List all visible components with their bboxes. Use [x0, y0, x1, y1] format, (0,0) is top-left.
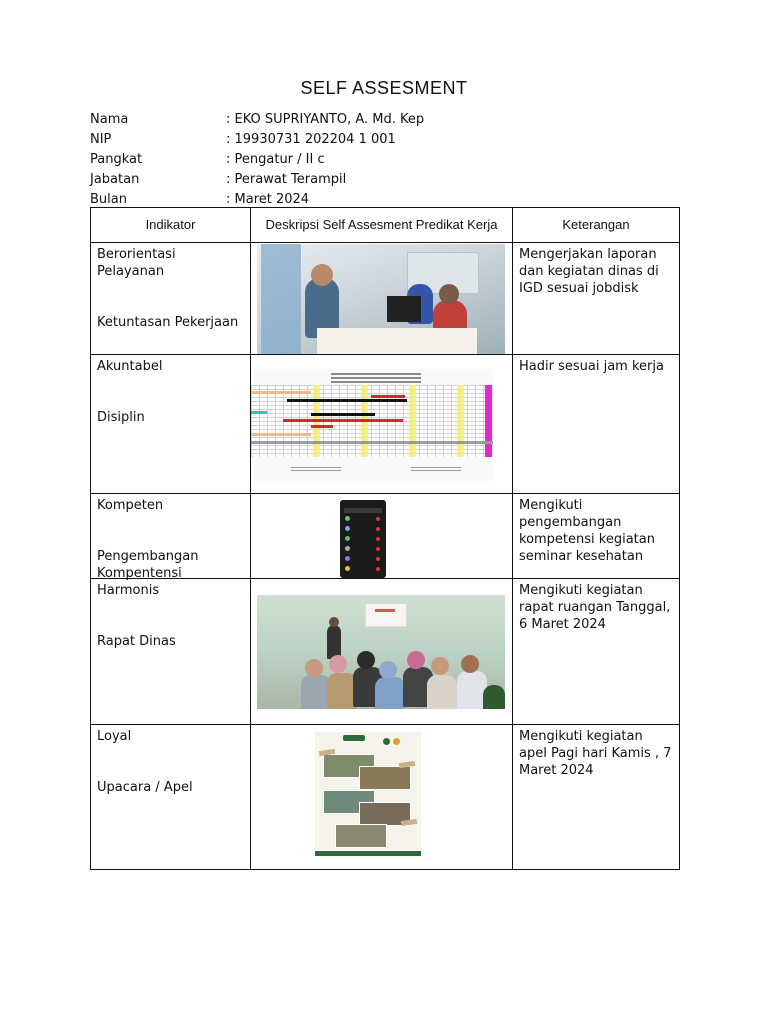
pangkat-value: : Pengatur / II c — [226, 151, 325, 167]
indikator-cell — [91, 243, 251, 355]
indikator-cell — [91, 725, 251, 870]
keterangan-cell: Mengerjakan laporan dan kegiatan dinas di IGD sesuai jobdisk — [513, 243, 680, 355]
nip-value: : 19930731 202204 1 001 — [226, 132, 396, 148]
table-row — [91, 494, 680, 579]
page-title: SELF ASSESMENT — [300, 78, 468, 98]
meeting-room-photo — [257, 595, 505, 709]
info-row-jabatan — [90, 169, 424, 189]
indikator-label: Berorientasi Pelayanan — [97, 247, 176, 279]
nip-label: NIP — [90, 132, 112, 148]
apel-pagi-poster — [315, 732, 421, 856]
jabatan-label: Jabatan — [90, 171, 140, 187]
sub-indikator-label: Upacara / Apel — [97, 780, 193, 795]
sub-indikator-label: Pengembangan Kompentensi — [97, 549, 199, 581]
keterangan-cell: Hadir sesuai jam kerja — [513, 355, 680, 494]
info-row-nip — [90, 130, 424, 150]
table-row — [91, 355, 680, 494]
indikator-label: Akuntabel — [97, 359, 163, 374]
table-row — [91, 725, 680, 870]
jabatan-value: : Perawat Terampil — [226, 171, 347, 187]
table-row — [91, 243, 680, 355]
info-row-bulan — [90, 189, 424, 209]
sub-indikator-label: Ketuntasan Pekerjaan — [97, 315, 239, 330]
info-row-pangkat — [90, 150, 424, 170]
seminar-phone-screenshot — [340, 500, 386, 578]
evidence-cell — [251, 494, 513, 579]
indikator-label: Kompeten — [97, 498, 164, 513]
keterangan-cell: Mengikuti kegiatan rapat ruangan Tanggal, 6 Maret 2024 — [513, 579, 680, 725]
info-row-nama — [90, 110, 424, 130]
header-deskripsi: Deskripsi Self Assesment Predikat Kerja — [251, 208, 513, 243]
table-header-row — [91, 208, 680, 243]
indikator-cell — [91, 579, 251, 725]
header-keterangan: Keterangan — [513, 208, 680, 243]
evidence-cell — [251, 579, 513, 725]
pangkat-label: Pangkat — [90, 151, 143, 167]
evidence-cell — [251, 355, 513, 494]
attendance-schedule-image — [251, 369, 493, 481]
sub-indikator-label: Rapat Dinas — [97, 634, 176, 649]
employee-info — [90, 110, 424, 209]
indikator-cell — [91, 355, 251, 494]
nama-label: Nama — [90, 112, 129, 128]
indikator-label: Harmonis — [97, 583, 160, 598]
table-row — [91, 579, 680, 725]
indikator-label: Loyal — [97, 729, 132, 744]
nama-value: : EKO SUPRIYANTO, A. Md. Kep — [226, 112, 425, 128]
header-indikator: Indikator — [91, 208, 251, 243]
keterangan-cell: Mengikuti kegiatan apel Pagi hari Kamis , 7 Maret 2024 — [513, 725, 680, 870]
indikator-cell — [91, 494, 251, 579]
evidence-cell — [251, 243, 513, 355]
bulan-value: : Maret 2024 — [226, 191, 310, 207]
keterangan-cell: Mengikuti pengembangan kompetensi kegiatan seminar kesehatan — [513, 494, 680, 579]
sub-indikator-label: Disiplin — [97, 410, 145, 425]
igd-work-photo — [257, 244, 505, 354]
evidence-cell — [251, 725, 513, 870]
bulan-label: Bulan — [90, 191, 127, 207]
assessment-table — [90, 207, 680, 870]
